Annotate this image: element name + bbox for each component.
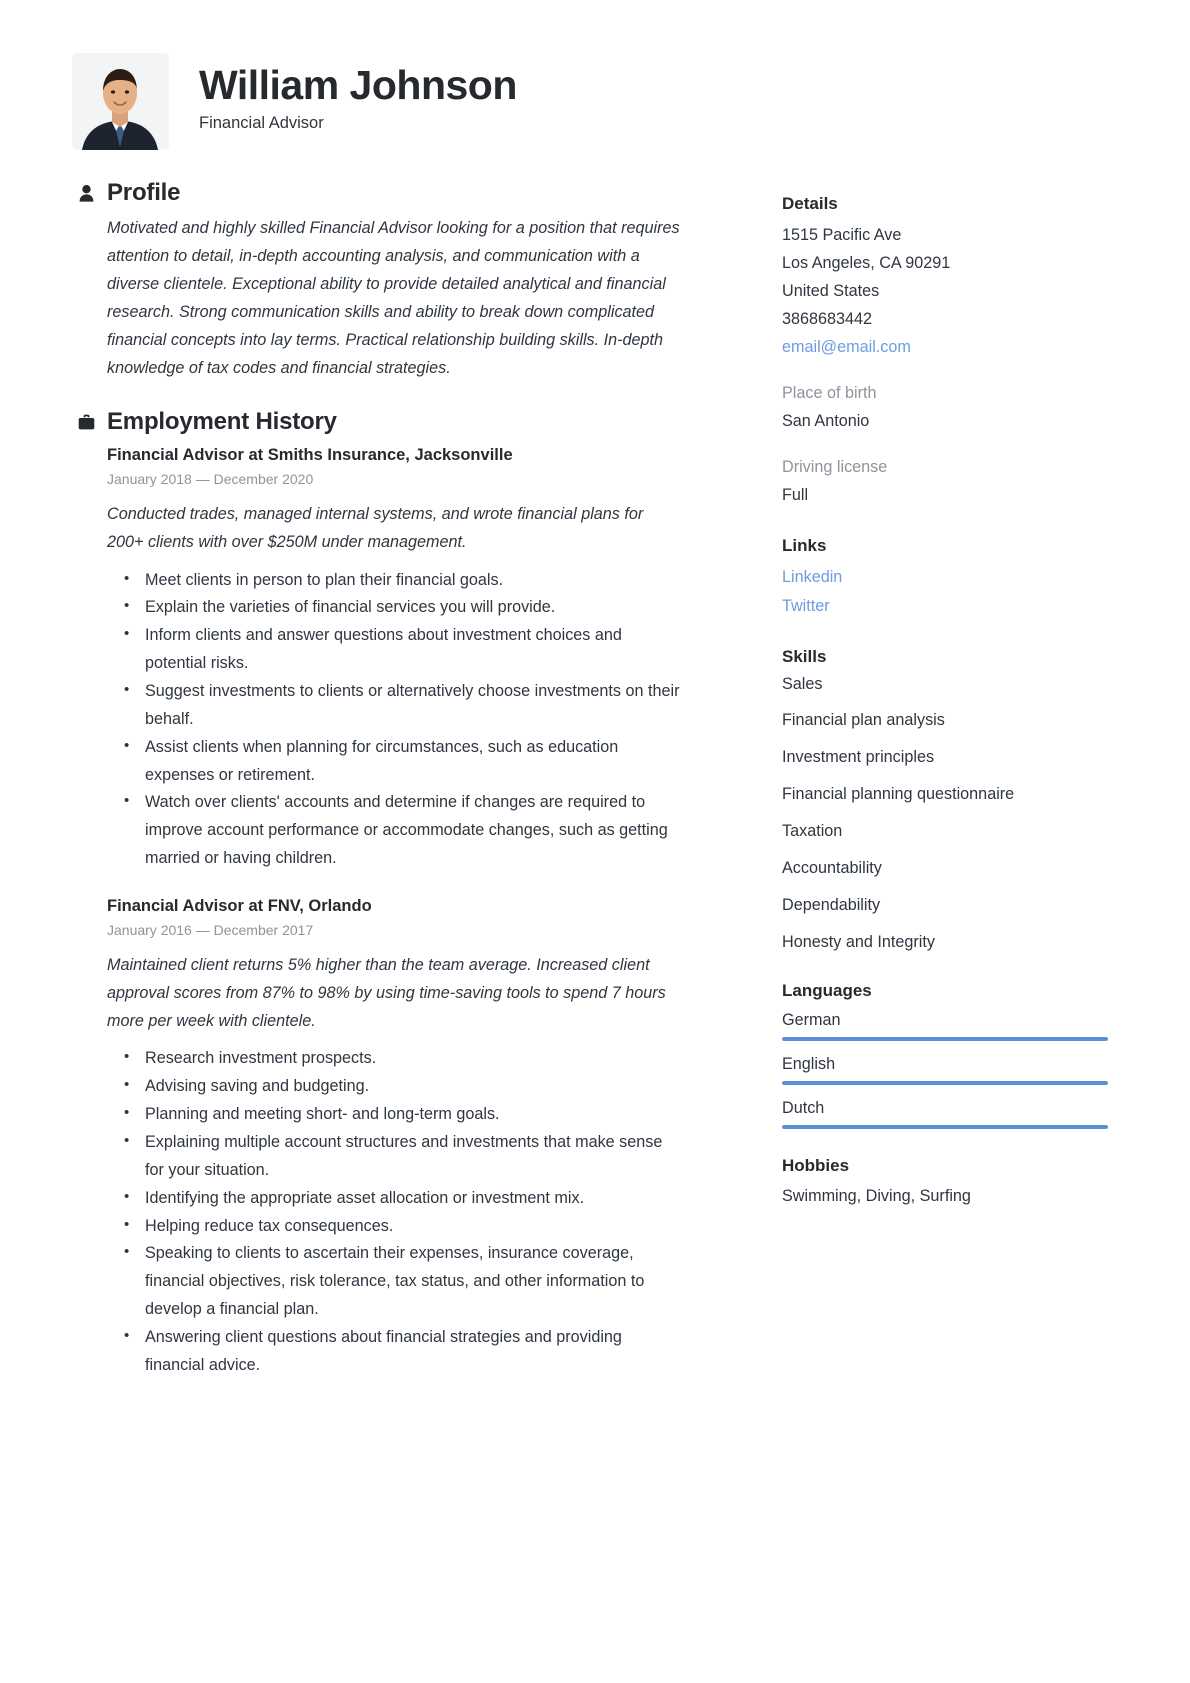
language-item	[782, 1096, 1108, 1129]
job-dates: January 2018 — December 2020	[107, 471, 314, 488]
links-block	[782, 535, 1108, 619]
email-link[interactable]: email@email.com	[782, 338, 911, 357]
job-bullet-list	[107, 1045, 680, 1379]
skill-item: Accountability	[782, 858, 882, 877]
profile-text: Motivated and highly skilled Financial Advisor looking for a position that requires attention to detail, in-depth accounting analysis, and communication with a diverse clientele. Exceptional ability to provide detailed analytical and financial research. Strong communication skills and ability to break down complicated financial concepts into lay terms. Practical relationship building skills. In-depth knowledge of tax codes and financial strategies.	[107, 219, 680, 377]
employment-section	[78, 409, 680, 1380]
job-bullet: • Explaining multiple account structures and investments that make sense for your situation.	[145, 1129, 680, 1185]
job-bullet-list	[107, 567, 680, 873]
header-text-group	[199, 64, 517, 138]
job-role: Financial Advisor at Smiths Insurance, Jacksonville	[107, 445, 513, 464]
job-bullet: • Advising saving and budgeting.	[145, 1073, 680, 1101]
job-description: Conducted trades, managed internal systems, and wrote financial plans for 200+ clients with over $250M under management.	[107, 504, 644, 551]
language-level-track	[782, 1125, 1108, 1129]
details-title: Details	[782, 194, 838, 213]
job-bullet: • Speaking to clients to ascertain their expenses, insurance coverage, financial objectives, risk tolerance, tax status, and other information to develop a financial plan.	[145, 1240, 680, 1324]
skill-item: Investment principles	[782, 748, 935, 767]
resume-header	[0, 0, 1190, 150]
person-icon	[78, 182, 95, 204]
country: United States	[782, 282, 880, 301]
language-level-track	[782, 1037, 1108, 1041]
skills-block	[782, 646, 1108, 954]
profile-section-header	[78, 180, 680, 206]
profile-title: Profile	[107, 179, 181, 206]
language-name: German	[782, 1010, 841, 1029]
job-title: Financial Advisor	[199, 114, 324, 133]
job-bullet: • Research investment prospects.	[145, 1045, 680, 1073]
details-block	[782, 193, 1108, 509]
job-role: Financial Advisor at FNV, Orlando	[107, 896, 372, 915]
job-bullet: • Planning and meeting short- and long-term goals.	[145, 1101, 680, 1129]
job-bullet: • Identifying the appropriate asset allocation or investment mix.	[145, 1185, 680, 1213]
language-level-fill	[782, 1125, 1108, 1129]
employment-section-header	[78, 409, 680, 435]
briefcase-icon	[78, 411, 95, 433]
job-bullet: • Explain the varieties of financial services you will provide.	[145, 594, 680, 622]
job-description: Maintained client returns 5% higher than the team average. Increased client approval scores from 87% to 98% by using time-saving tools to spend 7 hours more per week with clientele.	[107, 955, 666, 1030]
job-bullet: • Meet clients in person to plan their financial goals.	[145, 567, 680, 595]
employment-body	[78, 444, 680, 1380]
job-bullet: • Suggest investments to clients or alternatively choose investments on their behalf.	[145, 678, 680, 734]
skill-item: Dependability	[782, 895, 881, 914]
language-level-fill	[782, 1037, 1108, 1041]
language-level-track	[782, 1081, 1108, 1085]
hobbies-title: Hobbies	[782, 1156, 850, 1176]
job-entry	[107, 444, 680, 873]
address-line-2: Los Angeles, CA 90291	[782, 254, 951, 273]
skill-item: Sales	[782, 674, 823, 693]
skill-item: Taxation	[782, 822, 843, 841]
phone-number: 3868683442	[782, 310, 873, 329]
place-of-birth-value: San Antonio	[782, 412, 870, 431]
skill-item: Financial planning questionnaire	[782, 785, 1015, 804]
language-item	[782, 1008, 1108, 1041]
language-name: Dutch	[782, 1099, 825, 1118]
language-level-fill	[782, 1081, 1108, 1085]
link-linkedin[interactable]: Linkedin	[782, 568, 843, 587]
language-item	[782, 1052, 1108, 1085]
profile-body	[78, 215, 680, 382]
job-entry	[107, 895, 680, 1380]
employment-title: Employment History	[107, 407, 337, 435]
place-of-birth-label: Place of birth	[782, 384, 877, 403]
driving-license-value: Full	[782, 486, 809, 505]
hobbies-text: Swimming, Diving, Surfing	[782, 1186, 971, 1205]
job-dates: January 2016 — December 2017	[107, 922, 314, 939]
job-bullet: • Helping reduce tax consequences.	[145, 1213, 680, 1241]
driving-license-label: Driving license	[782, 458, 888, 477]
link-twitter[interactable]: Twitter	[782, 596, 830, 615]
resume-body	[0, 150, 1190, 1406]
language-name: English	[782, 1054, 836, 1073]
links-title: Links	[782, 536, 827, 556]
skill-item: Financial plan analysis	[782, 711, 945, 730]
page-title: William Johnson	[199, 62, 517, 109]
job-bullet: • Answering client questions about financial strategies and providing financial advice.	[145, 1324, 680, 1380]
address-line-1: 1515 Pacific Ave	[782, 226, 902, 245]
job-bullet: • Assist clients when planning for circumstances, such as education expenses or retirement.	[145, 734, 680, 790]
languages-block	[782, 980, 1108, 1130]
job-bullet: • Watch over clients' accounts and determine if changes are required to improve account performance or accommodate changes, such as getting married or having children.	[145, 789, 680, 873]
skills-title: Skills	[782, 646, 827, 666]
job-bullet: • Inform clients and answer questions about investment choices and potential risks.	[145, 622, 680, 678]
avatar	[72, 53, 169, 150]
languages-title: Languages	[782, 980, 872, 1000]
skill-item: Honesty and Integrity	[782, 932, 935, 951]
sidebar-column	[690, 180, 1190, 1406]
main-column	[0, 180, 690, 1406]
profile-section	[78, 180, 680, 383]
hobbies-block	[782, 1155, 1108, 1209]
